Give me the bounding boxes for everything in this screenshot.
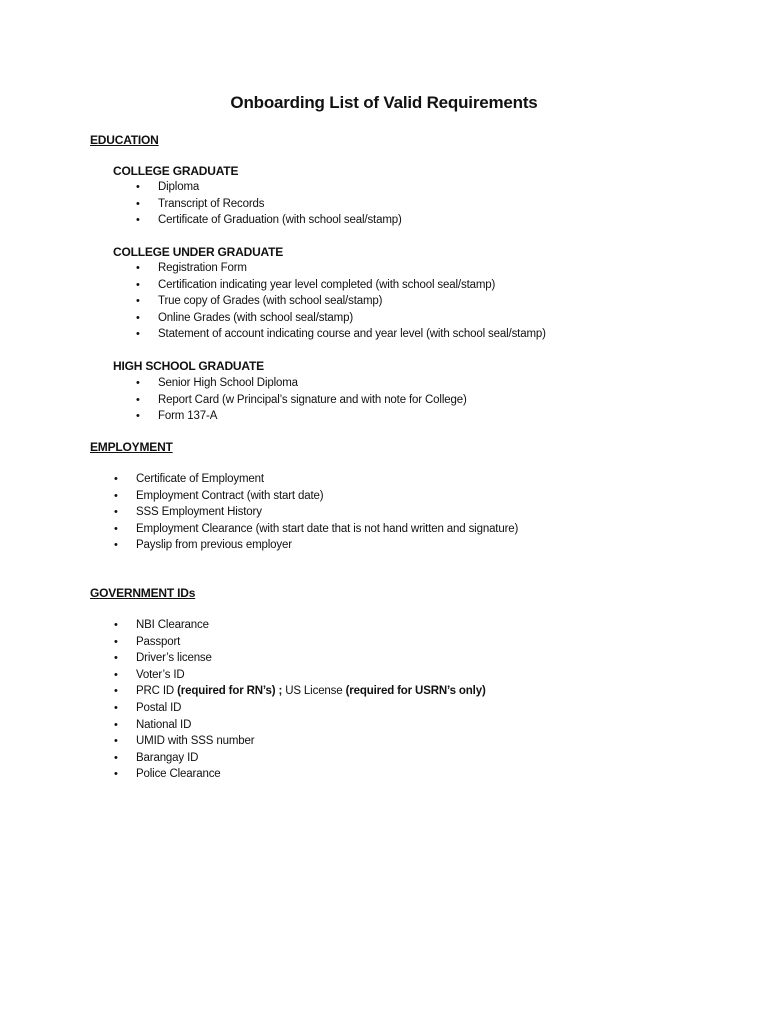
list-item: • Certification indicating year level completed (with school seal/stamp): [158, 277, 546, 294]
high-school-graduate-list: [136, 375, 467, 425]
bullet-icon: •: [136, 214, 140, 227]
list-item: • UMID with SSS number: [136, 733, 486, 750]
list-item: • Certificate of Graduation (with school seal/stamp): [158, 212, 402, 229]
employment-list: [114, 471, 519, 554]
list-item: • Senior High School Diploma: [158, 375, 467, 392]
list-item: • Registration Form: [158, 260, 546, 277]
bullet-icon: •: [114, 522, 118, 535]
bullet-icon: •: [136, 377, 140, 389]
list-item: • Passport: [136, 634, 486, 651]
education-heading: EDUCATION: [90, 133, 159, 147]
list-item: • Police Clearance: [136, 766, 486, 783]
list-item: • Report Card (w Principal’s signature and with note for College): [158, 392, 467, 409]
bullet-icon: •: [136, 181, 140, 193]
list-item: • National ID: [136, 717, 486, 734]
college-graduate-list: [136, 179, 402, 229]
list-item: • Online Grades (with school seal/stamp): [158, 310, 546, 327]
bullet-icon: •: [114, 718, 118, 731]
government-ids-list: [114, 617, 486, 783]
list-item: • Postal ID: [136, 700, 486, 717]
bullet-icon: •: [114, 735, 118, 748]
bullet-icon: •: [136, 262, 140, 274]
high-school-graduate-heading: HIGH SCHOOL GRADUATE: [113, 359, 264, 373]
government-ids-heading: GOVERNMENT IDs: [90, 586, 196, 600]
list-item: • Diploma: [158, 179, 402, 196]
bullet-icon: •: [136, 278, 140, 291]
list-item: • Statement of account indicating course and year level (with school seal/stamp): [158, 326, 546, 343]
document-title: Onboarding List of Valid Requirements: [230, 93, 538, 112]
bullet-icon: •: [136, 410, 140, 423]
bullet-icon: •: [114, 668, 118, 681]
bullet-icon: •: [114, 539, 118, 552]
bullet-icon: •: [114, 506, 118, 519]
bullet-icon: •: [114, 701, 118, 714]
list-item: • Certificate of Employment: [136, 471, 518, 488]
list-item: • True copy of Grades (with school seal/stamp): [158, 293, 546, 310]
list-item-prc: • PRC ID (required for RN’s) ; US License (required for USRN’s only): [136, 683, 486, 700]
list-item: • Transcript of Records: [158, 196, 402, 213]
bullet-icon: •: [136, 311, 140, 324]
bullet-icon: •: [136, 197, 140, 210]
bullet-icon: •: [136, 295, 140, 308]
bullet-icon: •: [114, 635, 118, 648]
list-item: • Barangay ID: [136, 750, 486, 767]
list-item: • Employment Contract (with start date): [136, 488, 518, 505]
bullet-icon: •: [114, 751, 118, 764]
bullet-icon: •: [136, 393, 140, 406]
employment-heading: EMPLOYMENT: [90, 440, 173, 454]
bullet-icon: •: [114, 473, 118, 485]
list-item: • Voter’s ID: [136, 667, 486, 684]
list-item: • NBI Clearance: [136, 617, 486, 634]
college-undergraduate-list: [136, 260, 546, 343]
college-graduate-heading: COLLEGE GRADUATE: [113, 164, 239, 178]
list-item: • Employment Clearance (with start date that is not hand written and signature): [136, 521, 518, 538]
list-item: • SSS Employment History: [136, 504, 518, 521]
bullet-icon: •: [114, 619, 118, 631]
list-item: • Driver’s license: [136, 650, 486, 667]
list-item: • Form 137-A: [158, 408, 467, 425]
college-undergraduate-heading: COLLEGE UNDER GRADUATE: [113, 245, 284, 259]
bullet-icon: •: [136, 328, 140, 341]
bullet-icon: •: [114, 652, 118, 665]
bullet-icon: •: [114, 489, 118, 502]
list-item: • Payslip from previous employer: [136, 537, 518, 554]
bullet-icon: •: [114, 768, 118, 781]
bullet-icon: •: [114, 685, 118, 698]
